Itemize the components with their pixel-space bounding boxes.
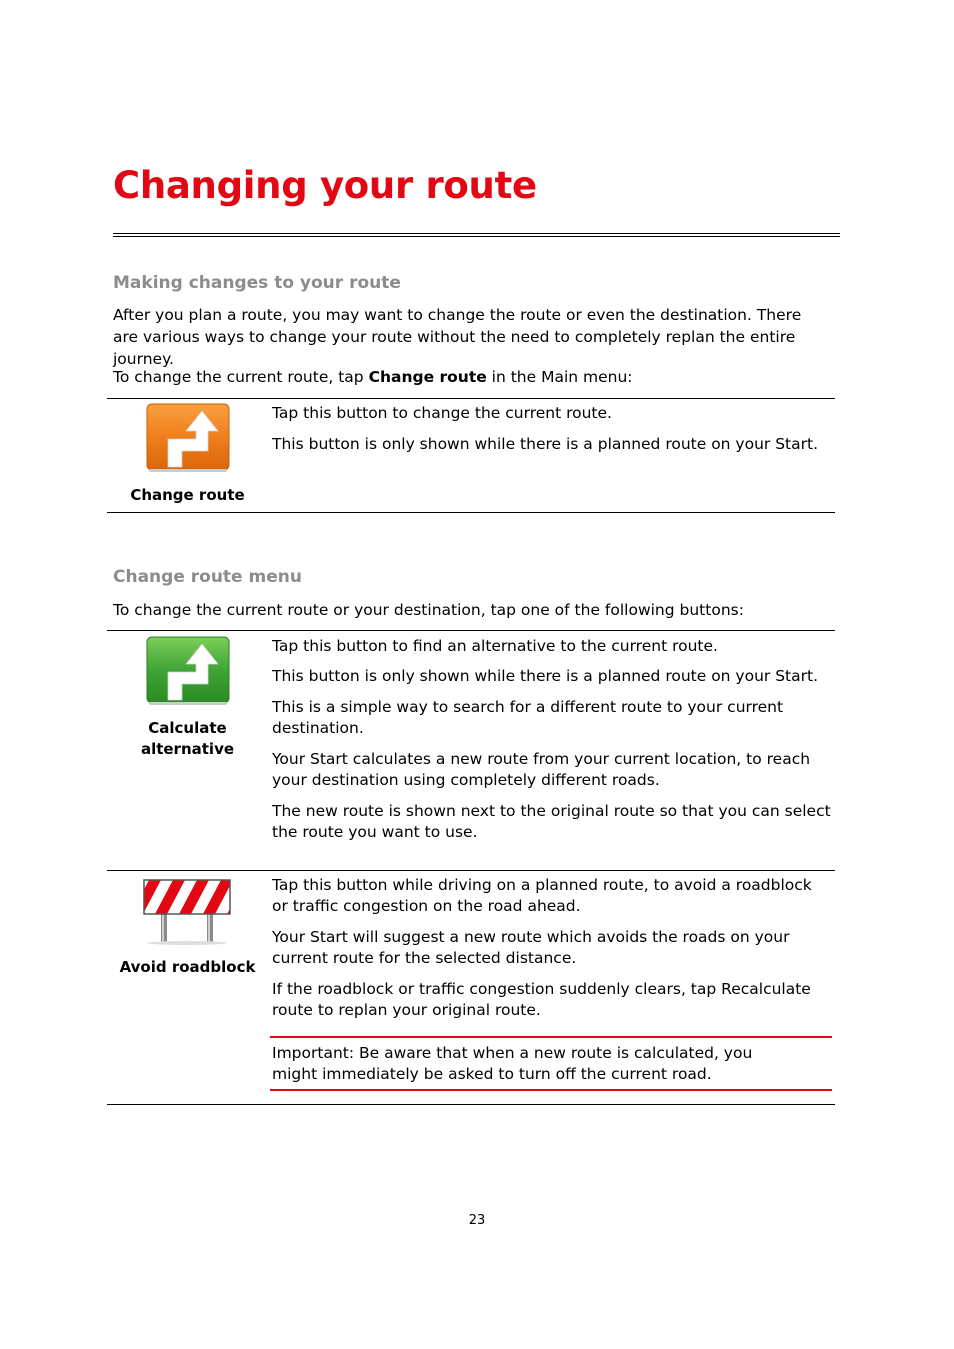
avoid-roadblock-text-1: Tap this button while driving on a planned route, to avoid a roadblock or traffic congestion on the road ahead. [272,876,812,915]
intro-suffix: in the Main menu: [486,368,633,386]
calculate-alternative-text-3: This is a simple way to search for a different route to your current destination. [272,698,784,737]
roadblock-icon [141,876,233,946]
section-heading-making-changes: Making changes to your route [113,273,401,293]
important-note: Important: Be aware that when a new route is calculated, you might immediately be asked to turn off the current road. [272,1044,753,1083]
calculate-alternative-text-5: The new route is shown next to the original route so that you can select the route you want to use. [272,802,831,841]
change-route-label: Change route [130,486,245,504]
calculate-alternative-text-1: Tap this button to find an alternative to the current route. [272,637,718,655]
section-heading-change-route-menu: Change route menu [113,567,302,587]
change-route-icon [146,403,230,473]
calculate-alternative-text-4: Your Start calculates a new route from your current location, to reach your destination using completely different roads. [272,750,811,789]
avoid-roadblock-text-3: If the roadblock or traffic congestion suddenly clears, tap Recalculate route to replan your original route. [272,980,811,1019]
title-rule-top [113,233,840,234]
menu-intro: To change the current route or your destination, tap one of the following buttons: [113,601,744,619]
calculate-alternative-icon [146,636,230,706]
page-number: 23 [468,1213,486,1228]
calculate-alternative-text-2: This button is only shown while there is a planned route on your Start. [272,667,819,685]
change-route-text-1: Tap this button to change the current route. [272,404,612,422]
table-rule [107,1104,835,1105]
table-rule [107,870,835,871]
table-rule [107,512,835,513]
avoid-roadblock-text-2: Your Start will suggest a new route which avoids the roads on your current route for the selected distance. [272,928,790,967]
table-rule [107,630,835,631]
table-rule [107,398,835,399]
intro-bold: Change route [368,368,487,386]
important-rule-top [270,1036,832,1038]
change-route-intro [113,366,633,388]
page-title: Changing your route [113,164,537,207]
intro-prefix: To change the current route, tap [113,368,369,386]
avoid-roadblock-button[interactable] [141,876,233,946]
calculate-alternative-button[interactable] [146,636,230,706]
avoid-roadblock-label: Avoid roadblock [119,958,256,976]
important-rule-bottom [270,1089,832,1091]
change-route-button[interactable] [146,403,230,473]
calculate-alternative-label: Calculate alternative [140,719,235,758]
section-paragraph: After you plan a route, you may want to change the route or even the destination. There are various ways to change your route without the need to completely replan the entire journey. [113,306,802,368]
title-rule-bottom [113,236,840,237]
change-route-text-2: This button is only shown while there is a planned route on your Start. [272,435,819,453]
